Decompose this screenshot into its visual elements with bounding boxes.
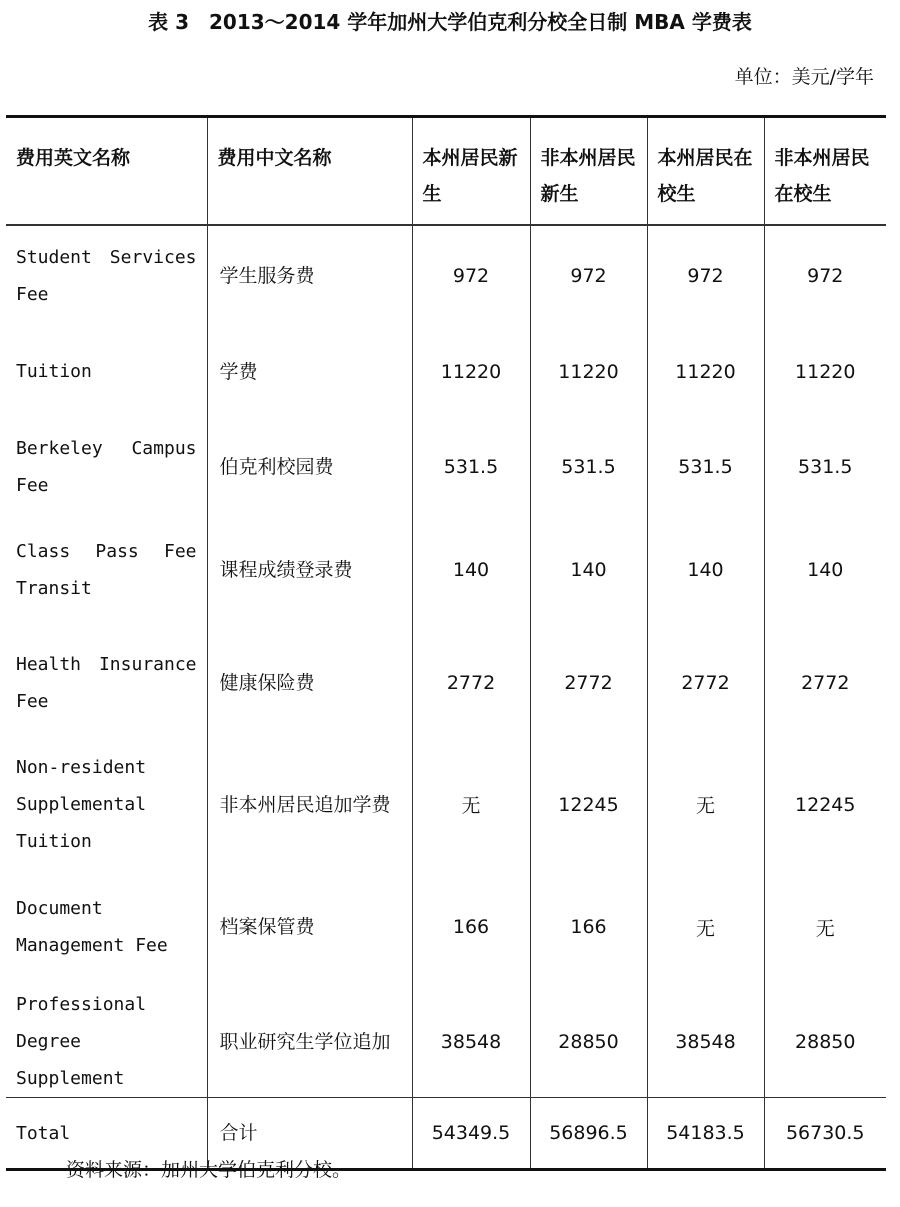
value-cell: 2772 [530, 624, 647, 741]
cn-name-cell: 课程成绩登录费 [207, 516, 412, 624]
en-name-cell: Non-resident Supplemental Tuition [16, 757, 147, 852]
header-cell: 非本州居民新生 [530, 117, 647, 226]
value-cell: 972 [764, 225, 886, 326]
value-cell: 11220 [647, 326, 764, 417]
value-cell: 38548 [647, 986, 764, 1098]
value-cell: 2772 [647, 624, 764, 741]
source-note: 资料来源：加州大学伯克利分校。 [66, 1159, 352, 1181]
header-cell: 费用英文名称 [6, 117, 207, 226]
value-cell: 972 [530, 225, 647, 326]
value-cell: 12245 [764, 741, 886, 868]
en-name-cell: Total [6, 1098, 207, 1170]
cn-name-cell: 非本州居民追加学费 [207, 741, 412, 868]
cn-name-cell: 合计 [207, 1098, 412, 1170]
value-cell: 38548 [412, 986, 530, 1098]
table-row [6, 417, 886, 516]
header-cell: 费用中文名称 [207, 117, 412, 226]
value-cell: 140 [764, 516, 886, 624]
value-cell: 2772 [412, 624, 530, 741]
table-row [6, 868, 886, 986]
value-cell: 56896.5 [530, 1098, 647, 1170]
cn-name-cell: 档案保管费 [207, 868, 412, 986]
value-cell: 166 [530, 868, 647, 986]
header-row [6, 117, 886, 226]
en-name-cell: Professional Degree Supplement [16, 994, 147, 1089]
header-cell: 本州居民新生 [412, 117, 530, 226]
value-cell: 11220 [412, 326, 530, 417]
en-name-cell: Class Pass Fee Transit [16, 541, 197, 599]
value-cell: 无 [647, 868, 764, 986]
header-cell: 非本州居民在校生 [764, 117, 886, 226]
value-cell: 11220 [530, 326, 647, 417]
value-cell: 531.5 [530, 417, 647, 516]
value-cell: 972 [412, 225, 530, 326]
cn-name-cell: 学费 [207, 326, 412, 417]
cn-name-cell: 健康保险费 [207, 624, 412, 741]
value-cell: 140 [647, 516, 764, 624]
en-name-cell: Health Insurance Fee [16, 653, 197, 712]
value-cell: 54183.5 [647, 1098, 764, 1170]
en-name-cell: Tuition [16, 361, 92, 382]
cn-name-cell: 职业研究生学位追加 [207, 986, 412, 1098]
cn-name-cell: 伯克利校园费 [207, 417, 412, 516]
tuition-table [6, 115, 886, 1171]
value-cell: 无 [412, 741, 530, 868]
en-name-cell: Berkeley Campus Fee [16, 437, 197, 496]
value-cell: 无 [647, 741, 764, 868]
value-cell: 166 [412, 868, 530, 986]
table-row [6, 516, 886, 624]
en-name-cell: Document Management Fee [16, 898, 168, 956]
unit-label: 单位：美元/学年 [734, 66, 874, 88]
value-cell: 2772 [764, 624, 886, 741]
value-cell: 54349.5 [412, 1098, 530, 1170]
table-row [6, 624, 886, 741]
value-cell: 140 [412, 516, 530, 624]
value-cell: 56730.5 [764, 1098, 886, 1170]
table-row [6, 986, 886, 1098]
value-cell: 28850 [530, 986, 647, 1098]
en-name-cell: Student Services Fee [16, 247, 197, 305]
table-title: 表 3 2013～2014 学年加州大学伯克利分校全日制 MBA 学费表 [148, 10, 752, 34]
table-row [6, 326, 886, 417]
header-cell: 本州居民在校生 [647, 117, 764, 226]
value-cell: 140 [530, 516, 647, 624]
value-cell: 531.5 [764, 417, 886, 516]
value-cell: 531.5 [647, 417, 764, 516]
value-cell: 11220 [764, 326, 886, 417]
value-cell: 531.5 [412, 417, 530, 516]
table-row [6, 225, 886, 326]
value-cell: 12245 [530, 741, 647, 868]
table-row [6, 741, 886, 868]
value-cell: 28850 [764, 986, 886, 1098]
value-cell: 无 [764, 868, 886, 986]
value-cell: 972 [647, 225, 764, 326]
cn-name-cell: 学生服务费 [207, 225, 412, 326]
